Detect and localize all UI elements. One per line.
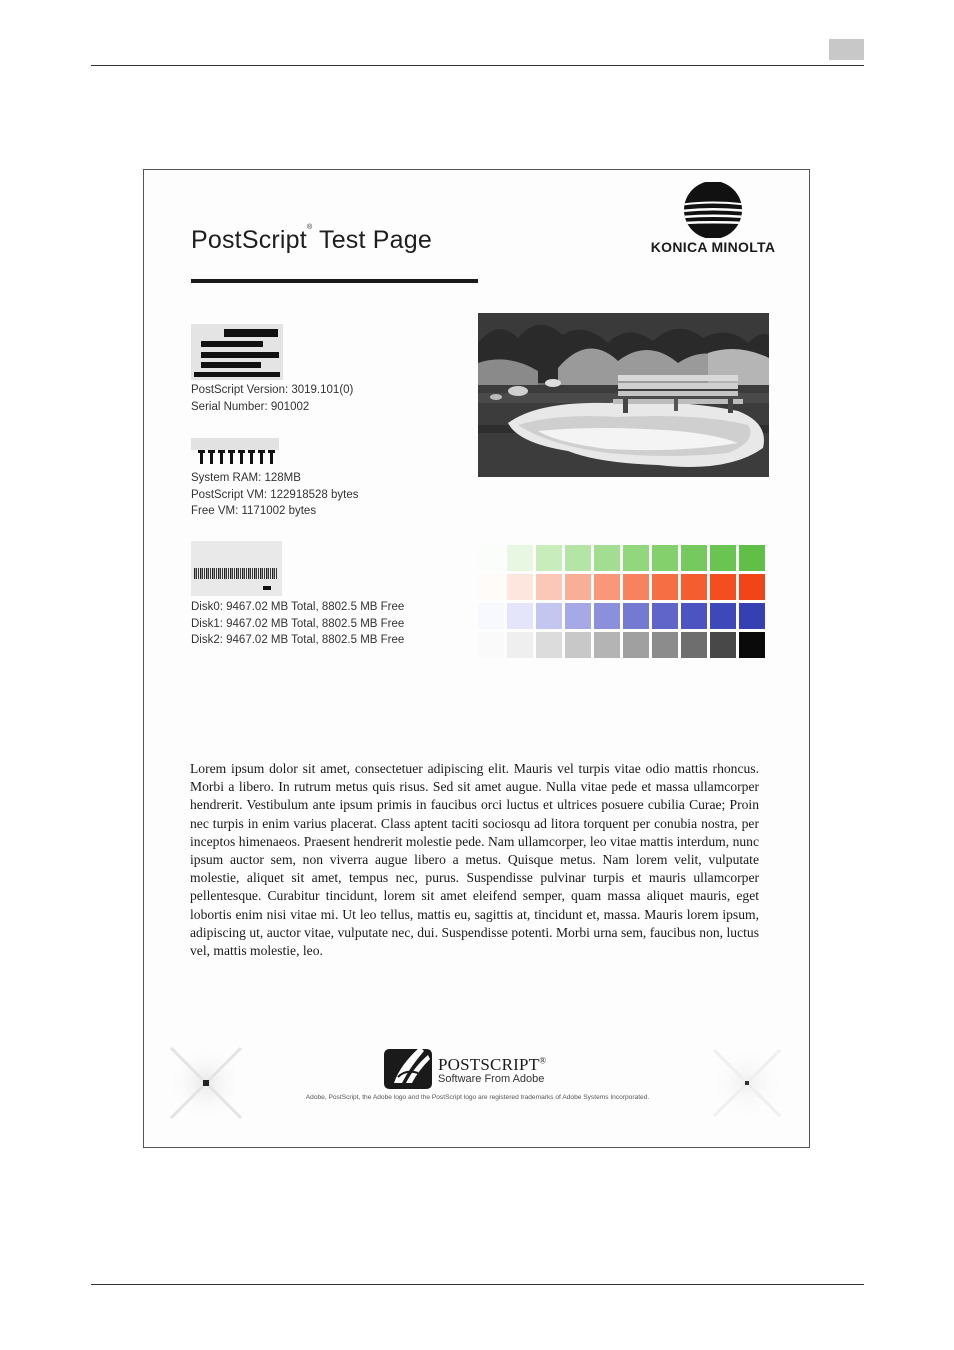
- color-swatch: [507, 603, 533, 629]
- color-swatch: [623, 545, 649, 571]
- doc-bar: [201, 362, 261, 368]
- color-swatch: [710, 603, 736, 629]
- konica-minolta-logo: [649, 182, 777, 262]
- page-title: [191, 226, 432, 255]
- disk1-info: Disk1: 9467.02 MB Total, 8802.5 MB Free: [191, 617, 405, 630]
- color-swatch: [478, 545, 504, 571]
- color-swatch: [681, 574, 707, 600]
- color-swatch: [623, 632, 649, 658]
- postscript-version: PostScript Version: 3019.101(0): [191, 384, 354, 396]
- color-swatch: [565, 574, 591, 600]
- color-swatch: [507, 545, 533, 571]
- color-swatch: [652, 545, 678, 571]
- color-swatch: [536, 545, 562, 571]
- test-page-sheet: [143, 169, 810, 1148]
- color-swatch: [536, 574, 562, 600]
- brand-wordmark: KONICA MINOLTA: [650, 239, 776, 255]
- color-ramp-red: [478, 574, 769, 600]
- color-ramp-blue: [478, 603, 769, 629]
- color-swatch: [565, 632, 591, 658]
- color-ramp-green: [478, 545, 769, 571]
- memory-info: [191, 470, 359, 520]
- color-swatch: [594, 545, 620, 571]
- color-swatch: [507, 632, 533, 658]
- color-swatch: [739, 632, 765, 658]
- color-swatch: [652, 574, 678, 600]
- footer-rule: [91, 1284, 864, 1285]
- color-swatch: [681, 545, 707, 571]
- title-rest: Test Page: [319, 226, 432, 254]
- postscript-wordmark: [438, 1055, 546, 1075]
- disk-info: [191, 599, 404, 649]
- color-swatch: [623, 574, 649, 600]
- color-swatch: [478, 603, 504, 629]
- color-swatch: [536, 603, 562, 629]
- trademark-notice: Adobe, PostScript, the Adobe logo and the PostScript logo are registered trademarks of Adobe Systems Incorporated.: [305, 1094, 650, 1101]
- color-swatch: [478, 574, 504, 600]
- doc-bar: [201, 341, 263, 347]
- document-icon: [191, 324, 283, 380]
- serial-number: Serial Number: 901002: [191, 400, 310, 413]
- hard-disk-icon: [191, 541, 282, 596]
- color-swatch: [681, 632, 707, 658]
- registration-mark-right: [702, 1038, 792, 1128]
- postscript-registered-mark: ®: [539, 1055, 547, 1066]
- color-swatch: [594, 574, 620, 600]
- postscript-tagline: Software From Adobe: [438, 1073, 545, 1085]
- color-ramp-grid: [478, 545, 769, 661]
- color-swatch: [652, 632, 678, 658]
- color-swatch: [739, 545, 765, 571]
- color-swatch: [536, 632, 562, 658]
- doc-bar: [224, 329, 278, 337]
- title-underline: [191, 279, 478, 283]
- color-swatch: [710, 632, 736, 658]
- color-swatch: [652, 603, 678, 629]
- version-info: [191, 382, 353, 415]
- postscript-logo-icon: [380, 1043, 440, 1091]
- disk0-info: Disk0: 9467.02 MB Total, 8802.5 MB Free: [191, 601, 405, 613]
- color-swatch: [478, 632, 504, 658]
- header-rule: [91, 65, 864, 66]
- free-vm: Free VM: 1171002 bytes: [191, 505, 317, 517]
- color-swatch: [565, 545, 591, 571]
- color-swatch: [594, 603, 620, 629]
- postscript-word: POSTSCRIPT: [438, 1055, 540, 1074]
- color-swatch: [739, 603, 765, 629]
- color-swatch: [565, 603, 591, 629]
- doc-bar: [194, 372, 280, 377]
- color-swatch: [623, 603, 649, 629]
- ram-chip-icon: [191, 436, 281, 468]
- doc-bar: [201, 352, 279, 358]
- postscript-vm: PostScript VM: 122918528 bytes: [191, 488, 359, 501]
- body-text: Lorem ipsum dolor sit amet, consectetuer adipiscing elit. Mauris vel turpis vitae odio mattis rhoncus. Morbi a libero. In rutrum metus quis risus. Sed sit amet augue. Nulla vitae pede et massa ullamcorper hendrerit. Vestibulum ante ipsum primis in faucibus orci luctus et ultrices posuere cubilia Curae; Proin nec turpis in enim varius placerat. Class aptent taciti sociosqu ad litora torquent per conubia nostra, per inceptos himenaeos. Praesent hendrerit molestie pede. Nam ullamcorper, leo vitae mattis interdum, nunc ipsum auctor sem, non viverra augue libero a metus. Quisque metus. Nam lorem velit, vulputate molestie, aliquet sit amet, tempus nec, purus. Suspendisse pulvinar turpis et mauris ullamcorper pellentesque. Curabitur tincidunt, lorem sit amet eleifend semper, quam massa aliquet mauris, eget lobortis enim nisi vitae mi. Ut leo tellus, mattis eu, sagittis at, tincidunt et, massa. Mauris lorem ipsum, adipiscing ut, auctor vitae, vulputate nec, dui. Suspendisse potenti. Morbi urna sem, faucibus non, luctus vel, mattis molestie, leo.: [190, 761, 759, 959]
- system-ram: System RAM: 128MB: [191, 472, 301, 484]
- color-swatch: [710, 574, 736, 600]
- color-swatch: [739, 574, 765, 600]
- registration-mark-left: [161, 1038, 251, 1128]
- title-registered-mark: ®: [306, 224, 313, 231]
- page-corner-tab: [829, 39, 864, 60]
- color-ramp-gray: [478, 632, 769, 658]
- color-swatch: [681, 603, 707, 629]
- color-swatch: [710, 545, 736, 571]
- disk2-info: Disk2: 9467.02 MB Total, 8802.5 MB Free: [191, 634, 405, 646]
- color-swatch: [594, 632, 620, 658]
- sample-photo-bench: [478, 313, 769, 477]
- color-swatch: [507, 574, 533, 600]
- konica-minolta-globe-icon: [649, 182, 777, 238]
- title-word: PostScript: [191, 226, 307, 254]
